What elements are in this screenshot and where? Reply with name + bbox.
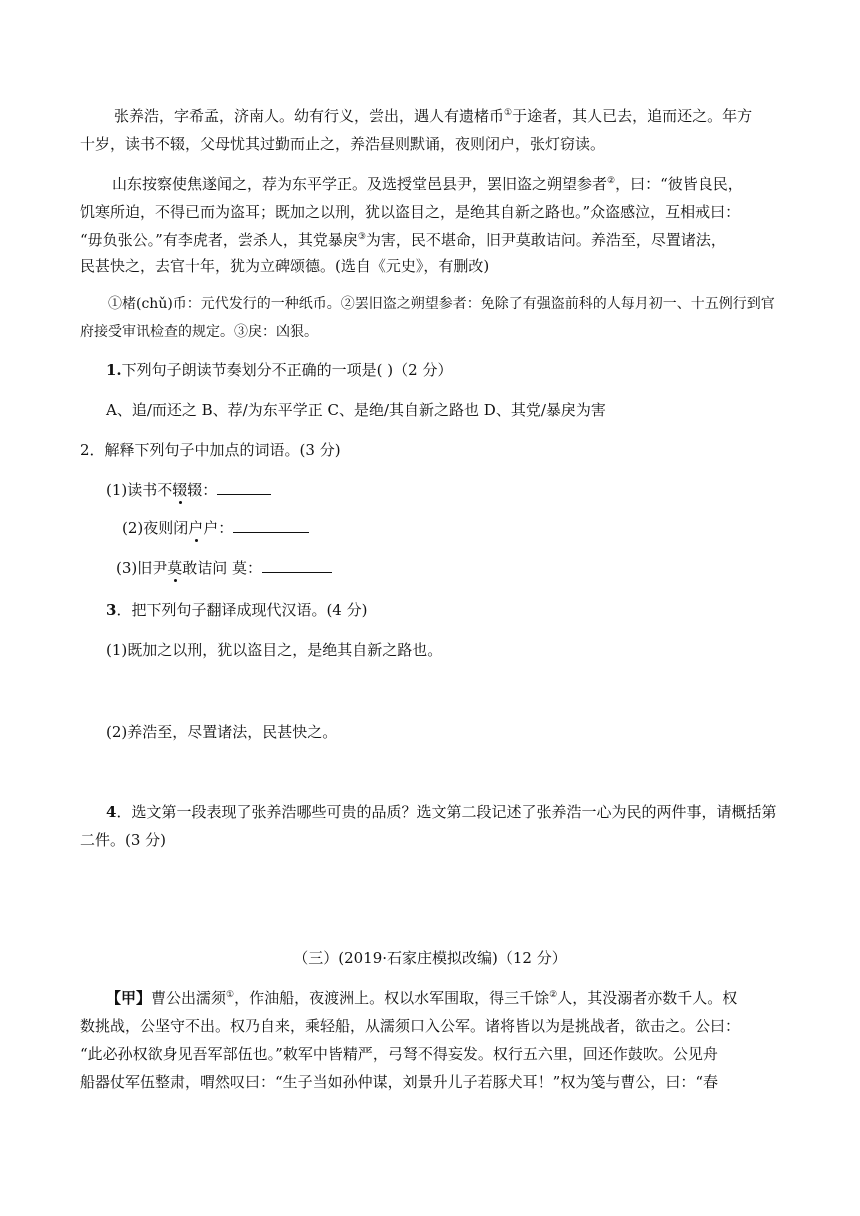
text: 府接受审讯检查的规定。③戾：凶狠。 [80,324,318,340]
text: (3)旧尹 [116,559,168,577]
text: ①楮(chǔ)币：元代发行的一种纸币。②罢旧盗之朔望参者：免除了有强盗前科的人每月初一、十五例行到官 [108,296,775,312]
text: （三）(2019·石家庄模拟改编)（12 分） [293,949,567,967]
passage-p1-line1: 张养浩，字希孟，济南人。幼有行义，尝出，遇人有遗楮币①于途者，其人已去，追而还之。年方 [114,107,753,125]
question-number: 4 [106,803,117,821]
question-3 [106,600,806,620]
text: (1)既加之以刑，犹以盗目之，是绝其自新之路也。 [106,641,443,659]
dotted-word: 莫 [167,559,183,577]
question-2-item-1 [106,480,506,500]
notes-line2 [80,322,780,342]
section3-line2 [80,1016,800,1036]
question-4-line1 [106,802,826,822]
answer-blank[interactable] [233,518,309,533]
text: 张养浩，字希孟，济南人。幼有行义，尝出，遇人有遗楮币 [114,107,505,125]
text: (1)读书不 [106,481,173,499]
question-number: 3 [106,601,117,619]
question-3-item-1 [106,640,806,660]
question-2 [80,440,780,460]
section3-line4 [80,1072,800,1092]
text: (2)夜则闭 [122,519,189,537]
text: 曹公出濡须 [151,989,227,1007]
passage-p1-line2 [80,134,800,154]
answer-blank[interactable] [217,480,271,495]
passage-p2-line2 [80,202,800,222]
section-heading [0,948,860,968]
dotted-word: 辍 [172,481,188,499]
question-1 [106,360,806,380]
text: 山东按察使焦遂闻之，荐为东平学正。及选授堂邑县尹，罢旧盗之朔望参者 [112,175,608,193]
section3-line3 [80,1044,800,1064]
question-4-line2 [80,830,800,850]
text: 户： [203,519,234,537]
text: “毋负张公。”有李虎者，尝杀人，其党暴戾 [80,231,358,249]
text: “此必孙权欲身见吾军部伍也。”敕军中皆精严，弓弩不得妄发。权行五六里，回还作鼓吹。公见舟 [80,1045,718,1063]
text: 人，其没溺者亦数千人。权 [557,989,738,1007]
dotted-word: 户 [188,519,204,537]
text: ，曰：“彼皆良民， [615,175,743,193]
text: 2．解释下列句子中加点的词语。(3 分) [80,441,341,459]
section3-line1: 【甲】曹公出濡须①，作油船，夜渡洲上。权以水军围取，得三千馀②人，其没溺者亦数千人。权 [106,989,738,1007]
text: 数挑战，公坚守不出。权乃自来，乘轻船，从濡须口入公军。诸将皆以为是挑战者，欲击之。公曰： [80,1017,741,1035]
text: 敢诘问 莫： [182,559,263,577]
question-number: 1. [106,361,122,379]
text: ．把下列句子翻译成现代汉语。(4 分) [116,601,368,619]
text: 于途者，其人已去，追而还之。年方 [512,107,753,125]
answer-blank[interactable] [262,558,332,573]
text: 辍： [187,481,218,499]
text: (2)养浩至，尽置诸法，民甚快之。 [106,723,338,741]
question-3-item-2 [106,722,806,742]
notes-line1 [108,294,808,314]
text: ，作油船，夜渡洲上。权以水军围取，得三千馀 [234,989,550,1007]
text: 民甚快之，去官十年，犹为立碑颂德。(选自《元史》，有删改) [80,257,490,275]
text: 二件。(3 分) [80,831,167,849]
passage-p2-line1: 山东按察使焦遂闻之，荐为东平学正。及选授堂邑县尹，罢旧盗之朔望参者②，曰：“彼皆良民， [112,175,743,193]
text: 饥寒所迫，不得已而为盗耳；既加之以刑，犹以盗目之，是绝其自新之路也。”众盗感泣，互相戒曰： [80,203,741,221]
text: ．选文第一段表现了张养浩哪些可贵的品质？选文第二段记述了张养浩一心为民的两件事，请概括第 [116,803,777,821]
text: 为害，民不堪命，旧尹莫敢诘问。养浩至，尽置诸法， [365,231,726,249]
question-1-options [106,400,806,420]
text: A、追/而还之 B、荐/为东平学正 C、是绝/其自新之路也 D、其党/暴戾为害 [106,401,606,419]
text: 船器仗军伍整肃，喟然叹曰：“生子当如孙仲谋，刘景升儿子若豚犬耳！”权为笺与曹公，曰：“春 [80,1073,719,1091]
passage-p2-line3: “毋负张公。”有李虎者，尝杀人，其党暴戾③为害，民不堪命，旧尹莫敢诘问。养浩至，尽置诸法， [80,231,726,249]
question-2-item-2 [122,518,522,538]
text: 十岁，读书不辍，父母忧其过勤而止之，养浩昼则默诵，夜则闭户，张灯窃读。 [80,135,606,153]
question-2-item-3 [116,558,516,578]
text: 下列句子朗读节奏划分不正确的一项是( )（2 分） [121,361,453,379]
passage-tag: 【甲】 [106,989,152,1007]
passage-p2-line4 [80,256,800,276]
